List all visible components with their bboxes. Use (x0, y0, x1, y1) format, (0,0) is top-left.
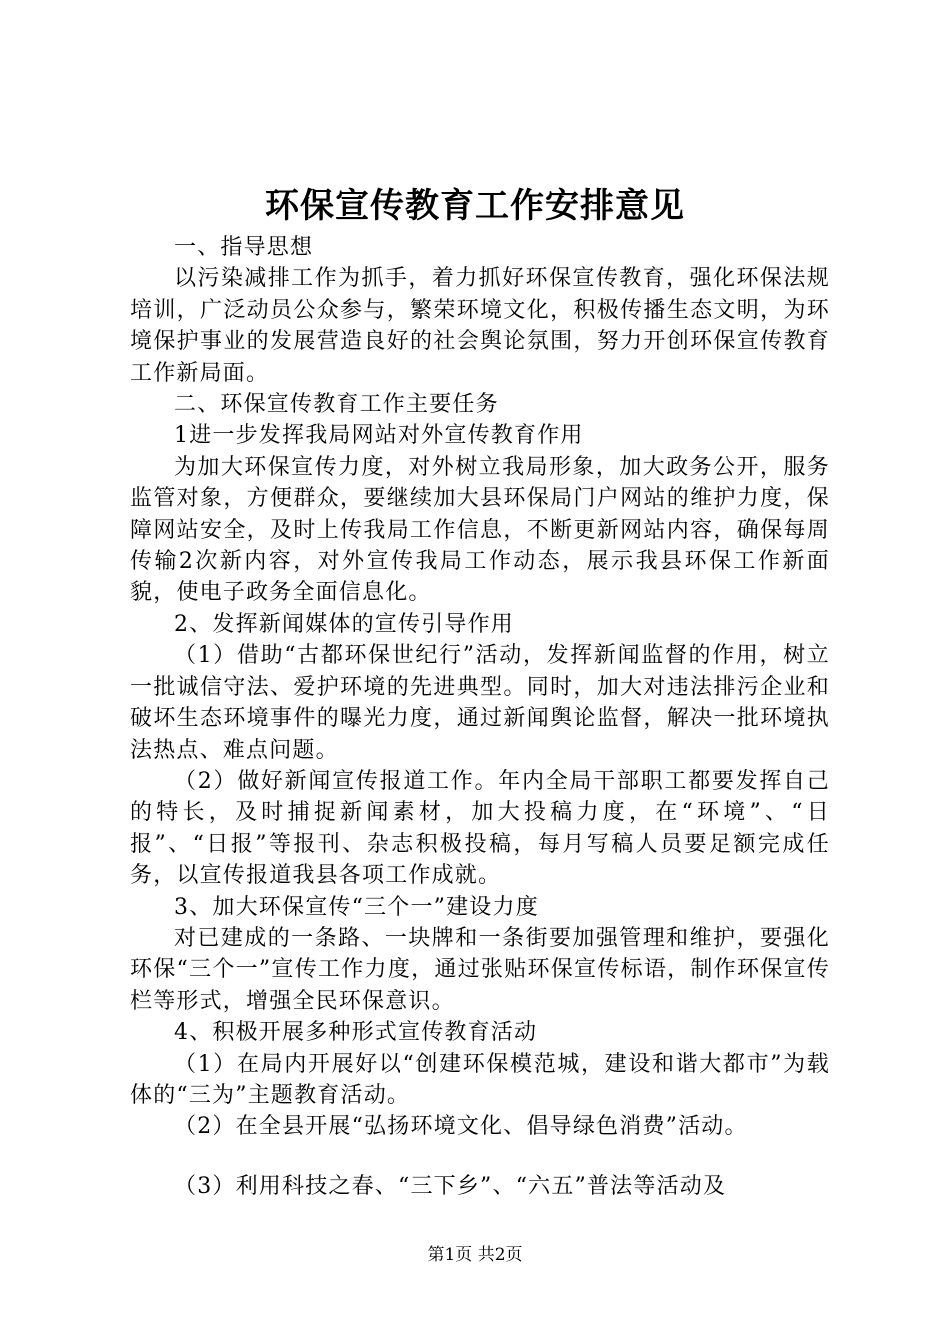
paragraph: （3）利用科技之春、“三下乡”、“六五”普法等活动及 (174, 1173, 727, 1199)
subsection-heading: 1进一步发挥我局网站对外宣传教育作用 (174, 423, 584, 449)
paragraph: 以污染减排工作为抓手，着力抓好环保宣传教育，强化环保法规培训，广泛动员公众参与，繁荣环境文化，积极传播生态文明，为环境保护事业的发展营造良好的社会舆论氛围，努力开创环保宣传教育工作新局面。 (130, 266, 830, 386)
page-footer: 第1页 共2页 (427, 1245, 523, 1265)
paragraph: （2）在全县开展“弘扬环境文化、倡导绿色消费”活动。 (174, 1114, 748, 1140)
paragraph: （1）借助“古都环保世纪行”活动，发挥新闻监督的作用，树立一批诚信守法、爱护环境的先进典型。同时，加大对违法排污企业和破坏生态环境事件的曝光力度，通过新闻舆论监督，解决一批环境执法热点、难点问题。 (130, 643, 830, 763)
subsection-heading: 3、加大环保宣传“三个一”建设力度 (174, 894, 539, 920)
paragraph: （1）在局内开展好以“创建环保模范城，建设和谐大都市”为载体的“三为”主题教育活动。 (130, 1051, 830, 1108)
subsection-heading: 2、发挥新闻媒体的宣传引导作用 (174, 611, 514, 637)
paragraph: （2）做好新闻宣传报道工作。年内全局干部职工都要发挥自己的特长，及时捕捉新闻素材，加大投稿力度，在“环境”、“日报”、“日报”等报刊、杂志积极投稿，每月写稿人员要足额完成任务，以宣传报道我县各项工作成就。 (130, 768, 830, 889)
subsection-heading: 4、积极开展多种形式宣传教育活动 (174, 1020, 538, 1046)
section-heading: 二、环保宣传教育工作主要任务 (174, 392, 499, 418)
document-body (130, 232, 830, 1202)
paragraph: 为加大环保宣传力度，对外树立我局形象，加大政务公开，服务监管对象，方便群众，要继续加大县环保局门户网站的维护力度，保障网站安全，及时上传我局工作信息，不断更新网站内容，确保每周传输2次新内容，对外宣传我局工作动态，展示我县环保工作新面貌，使电子政务全面信息化。 (130, 454, 830, 606)
paragraph: 对已建成的一条路、一块牌和一条街要加强管理和维护，要强化环保“三个一”宣传工作力度，通过张贴环保宣传标语，制作环保宣传栏等形式，增强全民环保意识。 (130, 925, 830, 1014)
section-heading: 一、指导思想 (174, 235, 314, 260)
page-title: 环保宣传教育工作安排意见 (265, 186, 685, 226)
